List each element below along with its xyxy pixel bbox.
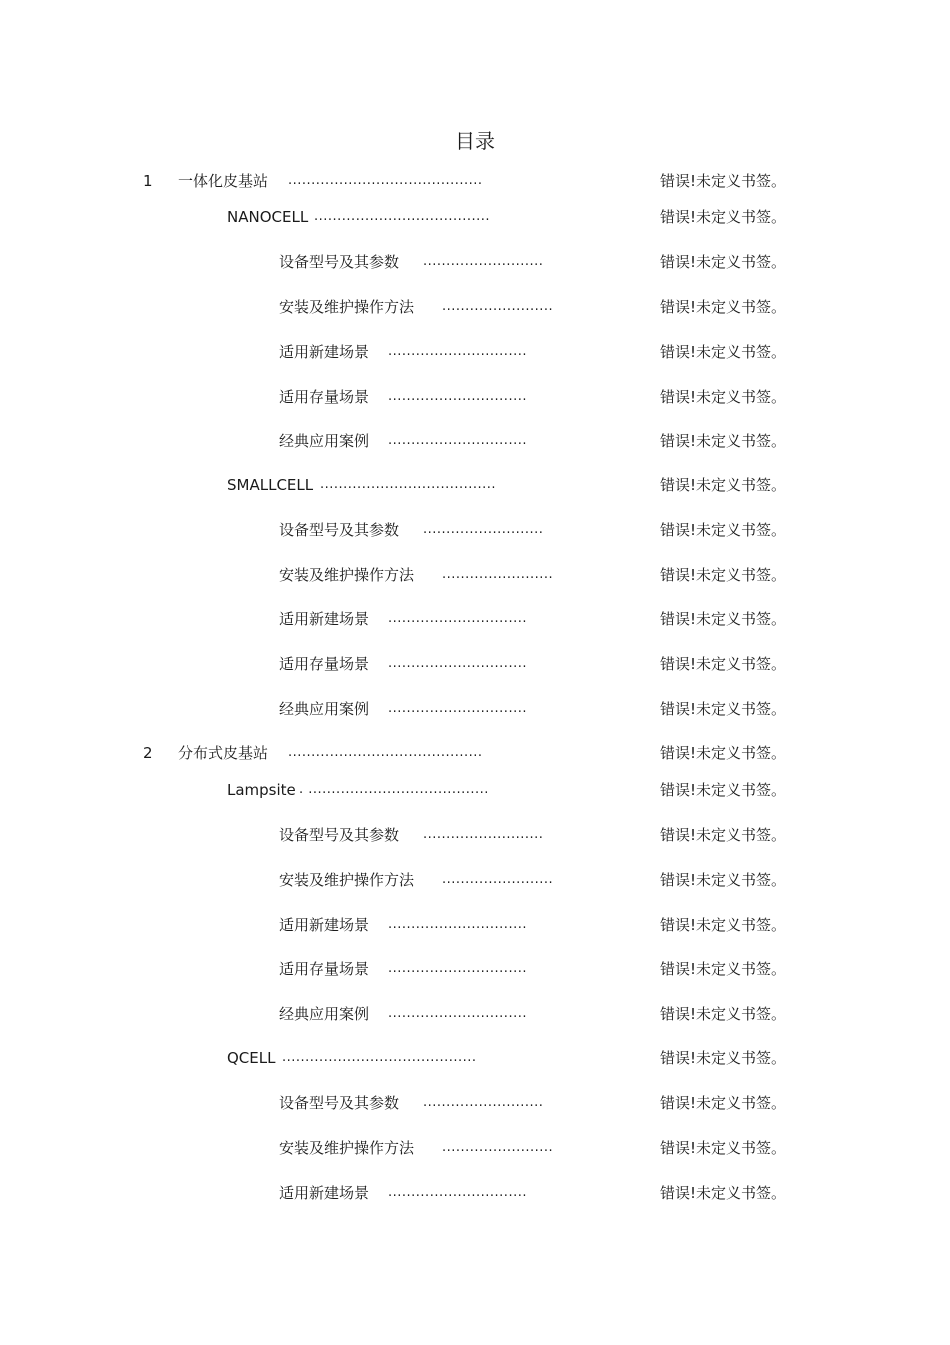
toc-entry[interactable] bbox=[0, 563, 950, 587]
toc-entry[interactable] bbox=[0, 473, 950, 497]
toc-entry-page-ref: 错误!未定义书签。 bbox=[660, 781, 787, 799]
toc-dot-leader: .......................................... bbox=[288, 173, 483, 188]
toc-dot-leader: .............................. bbox=[388, 611, 527, 626]
toc-entry-page-ref: 错误!未定义书签。 bbox=[660, 960, 787, 978]
toc-entry-label: 适用新建场景 bbox=[279, 1184, 370, 1202]
toc-entry-number: 1 bbox=[143, 172, 153, 190]
toc-entry-page-ref: 错误!未定义书签。 bbox=[660, 826, 787, 844]
toc-entry-label: 经典应用案例 bbox=[279, 432, 370, 450]
toc-dot-leader: .......................... bbox=[423, 522, 544, 537]
toc-dot-leader: ...................................... bbox=[320, 477, 497, 492]
toc-dot-leader: .............................. bbox=[388, 1006, 527, 1021]
toc-entry-label: 一体化皮基站 bbox=[178, 172, 269, 190]
toc-entry-page-ref: 错误!未定义书签。 bbox=[660, 871, 787, 889]
toc-entry-page-ref: 错误!未定义书签。 bbox=[660, 1049, 787, 1067]
toc-entry-page-ref: 错误!未定义书签。 bbox=[660, 432, 787, 450]
toc-entry-label: 设备型号及其参数 bbox=[279, 826, 400, 844]
toc-entry[interactable] bbox=[0, 778, 950, 802]
toc-entry[interactable] bbox=[0, 340, 950, 364]
toc-entry-page-ref: 错误!未定义书签。 bbox=[660, 1094, 787, 1112]
toc-entry-label: 经典应用案例 bbox=[279, 700, 370, 718]
toc-entry[interactable] bbox=[0, 295, 950, 319]
toc-entry-label: 经典应用案例 bbox=[279, 1005, 370, 1023]
toc-dot-leader: .............................. bbox=[388, 433, 527, 448]
toc-entry-label: SMALLCELL bbox=[227, 476, 314, 494]
toc-entry-page-ref: 错误!未定义书签。 bbox=[660, 298, 787, 316]
toc-entry-label: 适用存量场景 bbox=[279, 960, 370, 978]
toc-entry-page-ref: 错误!未定义书签。 bbox=[660, 388, 787, 406]
toc-entry-page-ref: 错误!未定义书签。 bbox=[660, 1005, 787, 1023]
toc-entry-label: 分布式皮基站 bbox=[178, 744, 269, 762]
toc-dot-leader: .......................................... bbox=[282, 1050, 477, 1065]
toc-entry[interactable] bbox=[0, 169, 950, 193]
toc-entry-page-ref: 错误!未定义书签。 bbox=[660, 1139, 787, 1157]
toc-entry[interactable] bbox=[0, 1136, 950, 1160]
toc-dot-leader: .............................. bbox=[388, 917, 527, 932]
toc-entry[interactable] bbox=[0, 385, 950, 409]
toc-entry-page-ref: 错误!未定义书签。 bbox=[660, 1184, 787, 1202]
toc-entry-label: 设备型号及其参数 bbox=[279, 253, 400, 271]
toc-dot-leader: .............................. bbox=[388, 344, 527, 359]
toc-dot-leader: .............................. bbox=[388, 656, 527, 671]
toc-dot-leader: .......................... bbox=[423, 1095, 544, 1110]
toc-dot-leader: ...................................... bbox=[314, 209, 491, 224]
toc-entry-page-ref: 错误!未定义书签。 bbox=[660, 744, 787, 762]
toc-entry-label: QCELL bbox=[227, 1049, 276, 1067]
toc-dot-leader: ........................ bbox=[442, 1140, 554, 1155]
toc-dot-leader: .......................... bbox=[423, 254, 544, 269]
toc-entry-page-ref: 错误!未定义书签。 bbox=[660, 655, 787, 673]
toc-entry[interactable] bbox=[0, 429, 950, 453]
toc-entry-page-ref: 错误!未定义书签。 bbox=[660, 566, 787, 584]
toc-dot-leader: ........................ bbox=[442, 567, 554, 582]
toc-entry-label: 安装及维护操作方法 bbox=[279, 1139, 415, 1157]
toc-entry[interactable] bbox=[0, 205, 950, 229]
toc-dot-leader: .............................. bbox=[388, 1185, 527, 1200]
toc-entry-label: 安装及维护操作方法 bbox=[279, 298, 415, 316]
toc-dot-leader: ........................ bbox=[442, 299, 554, 314]
toc-entry-label: 设备型号及其参数 bbox=[279, 521, 400, 539]
toc-entry-label: 适用新建场景 bbox=[279, 343, 370, 361]
toc-entry-page-ref: 错误!未定义书签。 bbox=[660, 700, 787, 718]
toc-entry[interactable] bbox=[0, 607, 950, 631]
toc-entry-page-ref: 错误!未定义书签。 bbox=[660, 253, 787, 271]
toc-dot-leader: .............................. bbox=[388, 389, 527, 404]
toc-entry-page-ref: 错误!未定义书签。 bbox=[660, 172, 787, 190]
toc-entry-label: 安装及维护操作方法 bbox=[279, 566, 415, 584]
toc-entry-label: 设备型号及其参数 bbox=[279, 1094, 400, 1112]
toc-entry[interactable] bbox=[0, 741, 950, 765]
toc-entry-label: 适用新建场景 bbox=[279, 916, 370, 934]
toc-entry-page-ref: 错误!未定义书签。 bbox=[660, 208, 787, 226]
toc-entry[interactable] bbox=[0, 868, 950, 892]
toc-entry-page-ref: 错误!未定义书签。 bbox=[660, 610, 787, 628]
toc-entry[interactable] bbox=[0, 250, 950, 274]
toc-entry-label: Lampsite bbox=[227, 781, 296, 799]
toc-dot-leader: .............................. bbox=[388, 701, 527, 716]
toc-entry[interactable] bbox=[0, 697, 950, 721]
toc-dot-leader: .............................. bbox=[388, 961, 527, 976]
toc-entry[interactable] bbox=[0, 1181, 950, 1205]
toc-entry-number: 2 bbox=[143, 744, 153, 762]
toc-entry[interactable] bbox=[0, 518, 950, 542]
toc-dot-leader: .......................................... bbox=[288, 745, 483, 760]
page-title: 目录 bbox=[455, 129, 495, 153]
toc-entry[interactable] bbox=[0, 957, 950, 981]
toc-entry-label: NANOCELL bbox=[227, 208, 309, 226]
toc-entry-label: 安装及维护操作方法 bbox=[279, 871, 415, 889]
toc-entry[interactable] bbox=[0, 913, 950, 937]
toc-entry-page-ref: 错误!未定义书签。 bbox=[660, 521, 787, 539]
toc-entry[interactable] bbox=[0, 1002, 950, 1026]
toc-entry-page-ref: 错误!未定义书签。 bbox=[660, 343, 787, 361]
toc-dot-leader: . ....................................... bbox=[299, 782, 489, 797]
toc-entry-page-ref: 错误!未定义书签。 bbox=[660, 916, 787, 934]
toc-entry[interactable] bbox=[0, 823, 950, 847]
toc-entry[interactable] bbox=[0, 652, 950, 676]
toc-entry[interactable] bbox=[0, 1091, 950, 1115]
toc-entry[interactable] bbox=[0, 1046, 950, 1070]
toc-entry-label: 适用存量场景 bbox=[279, 388, 370, 406]
toc-entry-page-ref: 错误!未定义书签。 bbox=[660, 476, 787, 494]
toc-dot-leader: ........................ bbox=[442, 872, 554, 887]
toc-entry-label: 适用新建场景 bbox=[279, 610, 370, 628]
toc-dot-leader: .......................... bbox=[423, 827, 544, 842]
toc-entry-label: 适用存量场景 bbox=[279, 655, 370, 673]
